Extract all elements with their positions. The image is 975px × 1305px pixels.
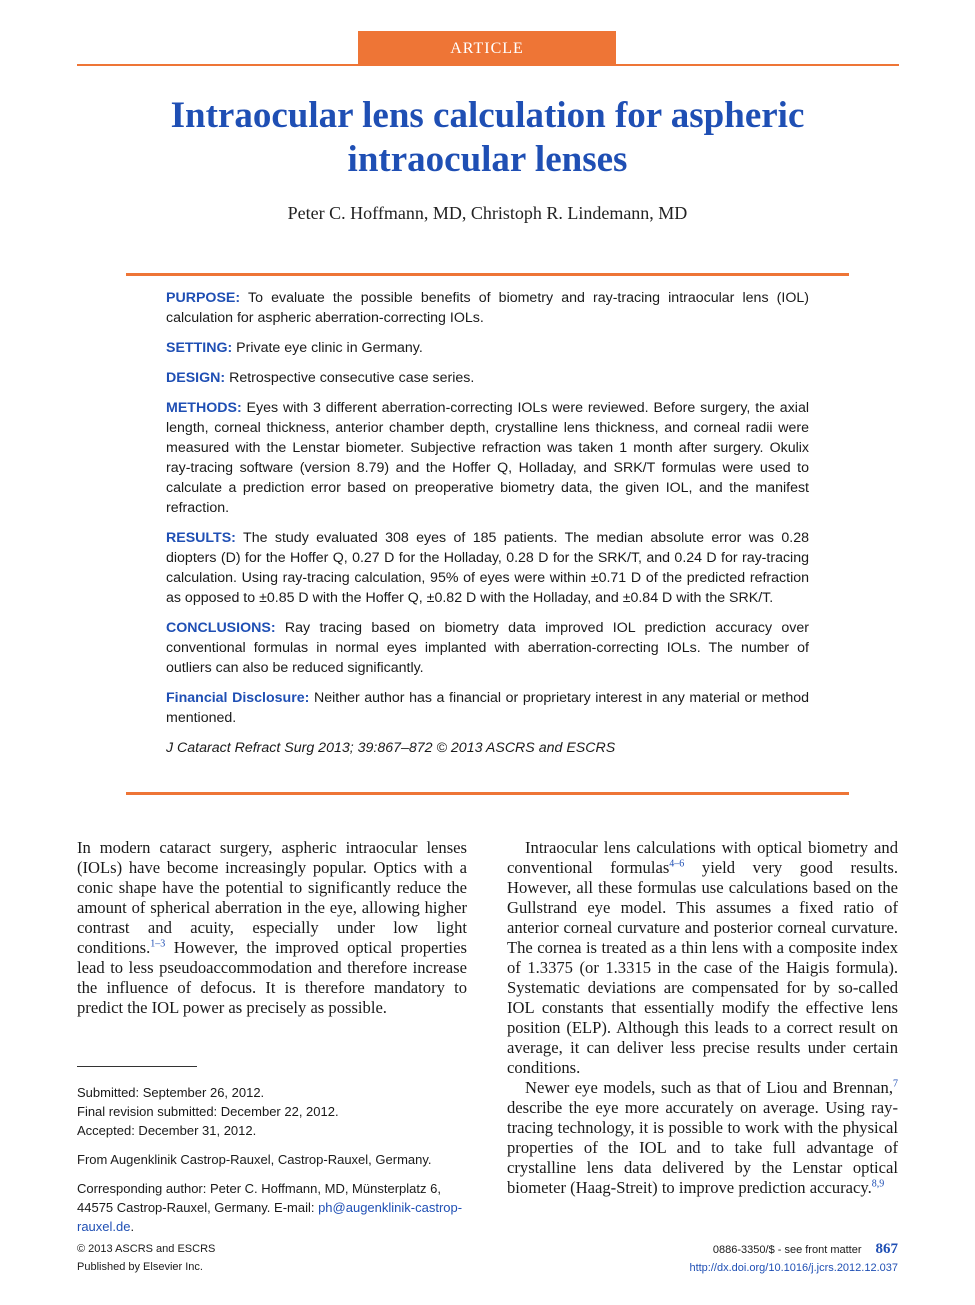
footer-left — [77, 1240, 215, 1276]
disclosure-label: Financial Disclosure: — [166, 690, 310, 706]
setting-label: SETTING: — [166, 340, 233, 356]
section-tab: ARTICLE — [358, 31, 616, 65]
setting-text: Private eye clinic in Germany. — [236, 340, 423, 356]
body-right-column — [507, 838, 898, 1198]
abstract-purpose — [166, 288, 809, 328]
body-text: yield very good results. However, all these formulas use calculations based on the Gullstrand eye model. This assumes a fixed ratio of anterior corneal curvature and posterior corneal curvature. The cornea is treated as a thin lens with a composite index of 1.3375 (or 1.3315 in the case of the Haigis formula). Systematic deviations are compensated for by so-called IOL constants that essentially modify the effective lens position (ELP). Although this leads to a correct result on average, it can deliver less precise results under certain conditions. — [507, 858, 899, 1077]
design-text: Retrospective consecutive case series. — [229, 370, 475, 386]
final-revision-date: Final revision submitted: December 22, 2012. — [77, 1104, 339, 1119]
copyright: © 2013 ASCRS and ESCRS — [77, 1243, 216, 1255]
header-rule — [77, 64, 899, 66]
submitted-date: Submitted: September 26, 2012. — [77, 1085, 265, 1100]
abstract-setting — [166, 338, 809, 358]
abstract-conclusions — [166, 618, 809, 678]
body-text: describe the eye more accurately on average. Using ray-tracing technology, it is possible to work with the physical properties of the IOL and to take full advantage of crystalline lens data delivered by the Lenstar optical biometer (Haag-Streit) to improve prediction accuracy. — [507, 1098, 898, 1197]
title-line-2: intraocular lenses — [347, 139, 628, 180]
footnote-rule — [77, 1066, 197, 1067]
footnotes — [77, 1083, 472, 1236]
abstract — [166, 288, 809, 768]
title-line-1: Intraocular lens calculation for aspheric — [170, 95, 805, 136]
methods-label: METHODS: — [166, 400, 242, 416]
author-list: Peter C. Hoffmann, MD, Christoph R. Lindemann, MD — [287, 203, 688, 223]
methods-text: Eyes with 3 different aberration-correcting IOLs were reviewed. Before surgery, the axial length, corneal thickness, anterior chamber depth, crystalline lens thickness, and corneal radii were measured with the Lenstar biometer. Subjective refraction was taken 1 month after surgery. Okulix ray-tracing software (version 8.79) and the Hoffer Q, Holladay, and SRK/T formulas were used to calculate a prediction error based on preoperative biometry data, the given IOL, and the manifest refraction. — [166, 400, 809, 516]
doi-link[interactable]: http://dx.doi.org/10.1016/j.jcrs.2012.12.037 — [689, 1262, 898, 1274]
disclosure-text: Neither author has a financial or proprietary interest in any material or method mentioned. — [166, 690, 809, 726]
accepted-date: Accepted: December 31, 2012. — [77, 1123, 257, 1138]
results-label: RESULTS: — [166, 530, 236, 546]
abstract-results — [166, 528, 809, 608]
body-text: In modern cataract surgery, aspheric intraocular lenses (IOLs) have become increasingly popular. Optics with a conic shape have the potential to significantly reduce the amount of spherical aberration in the eye, allowing higher contrast and acuity, especially under low light conditions. — [77, 838, 467, 957]
abstract-methods — [166, 398, 809, 518]
journal-citation: J Cataract Refract Surg 2013; 39:867–872 © 2013 ASCRS and ESCRS — [166, 740, 616, 756]
issn: 0886-3350/$ - see front matter — [712, 1244, 862, 1256]
body-paragraph — [507, 838, 898, 1078]
reference-link[interactable]: 8,9 — [871, 1178, 885, 1190]
affiliation: From Augenklinik Castrop-Rauxel, Castrop-Rauxel, Germany. — [77, 1152, 432, 1167]
results-text: The study evaluated 308 eyes of 185 patients. The median absolute error was 0.28 diopters (D) for the Hoffer Q, 0.27 D for the Holladay, 0.28 D for the SRK/T, and 0.24 D for ray-tracing calculation. Using ray-tracing calculation, 95% of eyes were within ±0.71 D of the predicted refraction as opposed to ±0.85 D with the Hoffer Q, ±0.82 D with the Holladay, and ±0.84 D with the SRK/T. — [166, 530, 809, 606]
reference-link[interactable]: 7 — [893, 1078, 898, 1090]
email-link[interactable]: ph@augenklinik-castrop-rauxel.de — [77, 1200, 463, 1234]
page-number: 867 — [875, 1241, 898, 1257]
body-text: Intraocular lens calculations with optical biometry and conventional formulas — [507, 838, 898, 877]
abstract-bottom-rule — [126, 792, 849, 795]
body-paragraph — [507, 1078, 898, 1198]
corresponding-author — [77, 1179, 472, 1236]
body-paragraph — [77, 838, 467, 1018]
reference-link[interactable]: 1–3 — [150, 938, 166, 950]
article-title — [80, 94, 895, 182]
abstract-disclosure — [166, 688, 809, 728]
purpose-label: PURPOSE: — [166, 290, 241, 306]
corresponding-text: Corresponding author: Peter C. Hoffmann, MD, Münsterplatz 6, 44575 Castrop-Rauxel, Germany. E-mail: — [77, 1181, 441, 1215]
body-left-column — [77, 838, 467, 1018]
abstract-top-rule — [126, 273, 849, 276]
issn-line — [560, 1240, 898, 1259]
corresponding-end: . — [130, 1219, 135, 1234]
conclusions-text: Ray tracing based on biometry data improved IOL prediction accuracy over conventional formulas in normal eyes implanted with aberration-correcting IOLs. The number of outliers can also be reduced significantly. — [166, 620, 809, 676]
body-text: Newer eye models, such as that of Liou and Brennan, — [525, 1078, 893, 1097]
footer-right — [560, 1240, 898, 1277]
publisher: Published by Elsevier Inc. — [77, 1261, 203, 1273]
body-text: However, the improved optical properties lead to less pseudoaccommodation and therefore increase the influence of defocus. It is therefore mandatory to predict the IOL power as precisely as possible. — [77, 938, 467, 1017]
reference-link[interactable]: 4–6 — [669, 858, 685, 870]
conclusions-label: CONCLUSIONS: — [166, 620, 276, 636]
purpose-text: To evaluate the possible benefits of biometry and ray-tracing intraocular lens (IOL) calculation for aspheric aberration-correcting IOLs. — [166, 290, 809, 326]
abstract-design — [166, 368, 809, 388]
design-label: DESIGN: — [166, 370, 226, 386]
